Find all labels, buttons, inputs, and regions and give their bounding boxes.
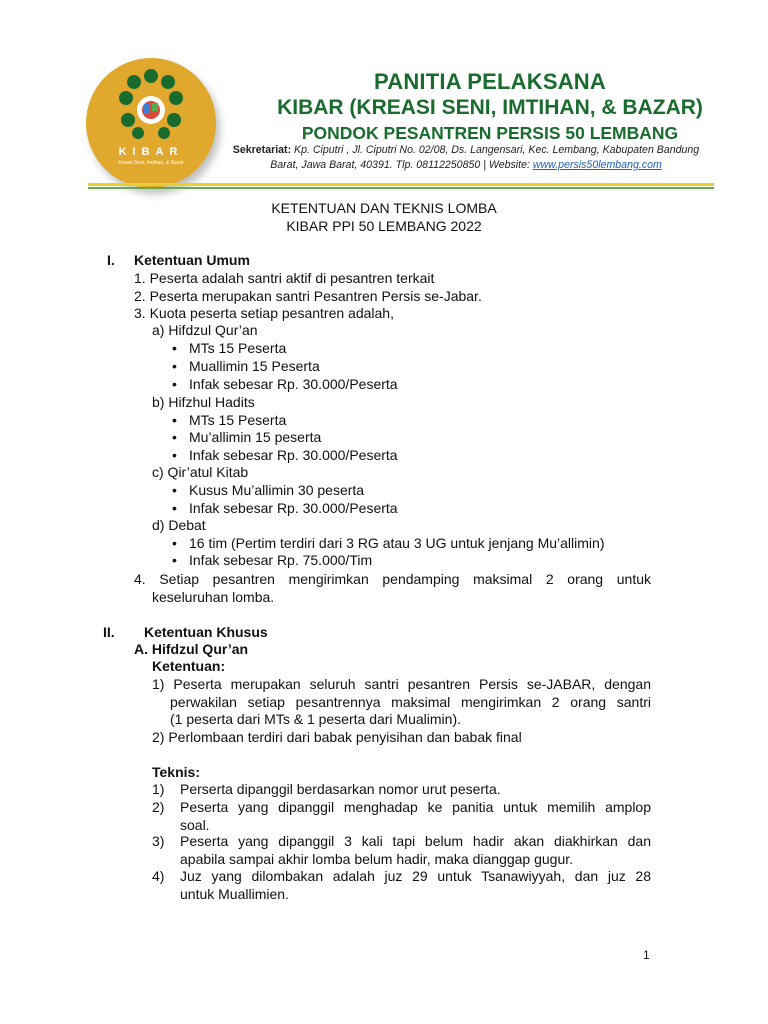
- sub-heading-a: a) Hifdzul Qur’an: [152, 322, 258, 338]
- logo-text: KIBAR: [118, 146, 184, 158]
- bullet-icon: •: [172, 429, 177, 445]
- header-title-2: KIBAR (KREASI SENI, IMTIHAN, & BAZAR): [277, 96, 703, 119]
- list-item: MTs 15 Peserta: [189, 412, 287, 428]
- doc-title-1: KETENTUAN DAN TEKNIS LOMBA: [271, 200, 497, 216]
- bullet-icon: •: [172, 482, 177, 498]
- list-item: 16 tim (Pertim terdiri dari 3 RG atau 3 UG untuk jenjang Mu’allimin): [189, 535, 605, 551]
- address-label: Sekretariat:: [232, 144, 292, 156]
- ketentuan-label: Ketentuan:: [152, 658, 226, 674]
- sub-heading-c: c) Qir’atul Kitab: [152, 464, 249, 480]
- sub-heading-d: d) Debat: [152, 517, 206, 533]
- list-item: Juz yang dilombakan adalah juz 29 untuk Tsanawiyyah, dan juz 28: [180, 868, 651, 884]
- header-rule-yellow: [88, 183, 714, 186]
- bullet-icon: •: [172, 340, 177, 356]
- section-2-number: II.: [103, 624, 115, 640]
- header-address-line-2: [216, 157, 716, 173]
- header-title-1: PANITIA PELAKSANA: [374, 69, 606, 94]
- teknis-label: Teknis:: [152, 764, 200, 780]
- list-number: 3): [152, 833, 165, 849]
- list-item: Infak sebesar Rp. 30.000/Peserta: [189, 447, 398, 463]
- list-item: Kusus Mu’allimin 30 peserta: [189, 482, 365, 498]
- logo-emblem-icon: [86, 58, 216, 188]
- list-item-continuation: apabila sampai akhir lomba belum hadir, maka dianggap gugur.: [180, 851, 574, 867]
- list-item: Peserta yang dipanggil menghadap ke panitia untuk memilih amplop: [180, 799, 651, 815]
- list-item: Infak sebesar Rp. 30.000/Peserta: [189, 500, 398, 516]
- bullet-icon: •: [172, 412, 177, 428]
- address-text-2: Barat, Jawa Barat, 40391. Tlp. 08112250850 | Website:: [270, 159, 533, 171]
- bullet-icon: •: [172, 535, 177, 551]
- list-item: 2. Peserta merupakan santri Pesantren Persis se-Jabar.: [134, 288, 482, 304]
- header-address-line-1: [216, 142, 716, 158]
- list-item-continuation: keseluruhan lomba.: [152, 589, 275, 605]
- list-number: 2): [152, 799, 165, 815]
- bullet-icon: •: [172, 376, 177, 392]
- list-item: 2) Perlombaan terdiri dari babak penyisihan dan babak final: [152, 729, 522, 745]
- bullet-icon: •: [172, 447, 177, 463]
- doc-title-2: KIBAR PPI 50 LEMBANG 2022: [286, 218, 482, 234]
- logo-subtext: Kreasi Seni, Imtihan, & Bazar: [118, 160, 184, 166]
- section-1-number: I.: [107, 252, 115, 268]
- list-number: 1): [152, 781, 165, 797]
- list-item: Perserta dipanggil berdasarkan nomor urut peserta.: [180, 781, 501, 797]
- address-text-1: Kp. Ciputri , Jl. Ciputri No. 02/08, Ds. Langensari, Kec. Lembang, Kabupaten Bandung: [291, 144, 700, 156]
- sub-heading-b: b) Hifzhul Hadits: [152, 394, 255, 410]
- list-item: Peserta yang dipanggil 3 kali tapi belum hadir akan diakhirkan dan: [180, 833, 651, 849]
- list-item: Muallimin 15 Peserta: [189, 358, 320, 374]
- header-rule-green: [88, 187, 714, 189]
- list-item-continuation: (1 peserta dari MTs & 1 peserta dari Mualimin).: [170, 711, 461, 727]
- section-2-title: Ketentuan Khusus: [144, 624, 268, 640]
- bullet-icon: •: [172, 358, 177, 374]
- kibar-logo: [86, 58, 216, 188]
- list-item: 1. Peserta adalah santri aktif di pesantren terkait: [134, 270, 435, 286]
- website-link[interactable]: www.persis50lembang.com: [532, 159, 662, 171]
- list-item: 1) Peserta merupakan seluruh santri pesantren Persis se-JABAR, dengan: [152, 676, 651, 692]
- list-item: Mu’allimin 15 peserta: [189, 429, 322, 445]
- header-title-3: PONDOK PESANTREN PERSIS 50 LEMBANG: [301, 123, 679, 143]
- bullet-icon: •: [172, 552, 177, 568]
- list-item: 3. Kuota peserta setiap pesantren adalah,: [134, 305, 394, 321]
- list-number: 4): [152, 868, 165, 884]
- page-number: 1: [643, 948, 650, 962]
- list-item-continuation: soal.: [180, 817, 210, 833]
- list-item: Infak sebesar Rp. 30.000/Peserta: [189, 376, 398, 392]
- list-item-continuation: perwakilan setiap pesantrennya maksimal mengirimkan 2 orang santri: [170, 694, 651, 710]
- list-item-continuation: untuk Muallimien.: [180, 886, 289, 902]
- bullet-icon: •: [172, 500, 177, 516]
- list-item: Infak sebesar Rp. 75.000/Tim: [189, 552, 373, 568]
- section-a-title: A. Hifdzul Qur’an: [134, 641, 249, 657]
- list-item: MTs 15 Peserta: [189, 340, 287, 356]
- list-item: 4. Setiap pesantren mengirimkan pendamping maksimal 2 orang untuk: [134, 571, 651, 587]
- section-1-title: Ketentuan Umum: [134, 252, 250, 268]
